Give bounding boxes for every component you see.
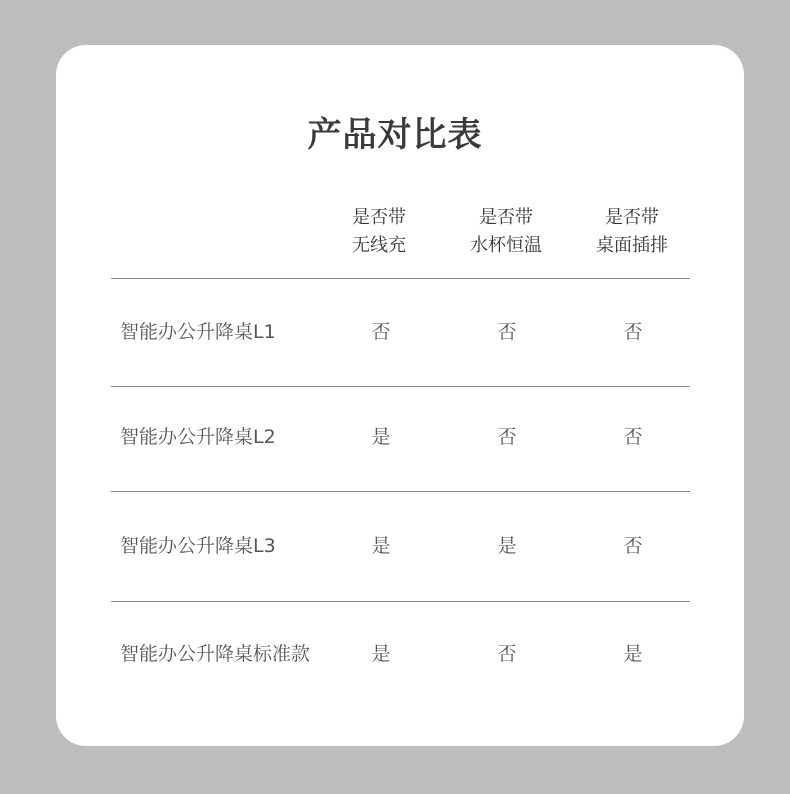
- cell-cup-warming: 否: [497, 321, 517, 343]
- product-name: 智能办公升降桌标准款: [120, 643, 311, 665]
- table-row: [0, 526, 790, 566]
- column-header-line2: 水杯恒温: [470, 235, 542, 256]
- table-divider: [111, 278, 690, 279]
- table-row: [0, 312, 790, 352]
- cell-wireless-charging: 否: [371, 321, 391, 343]
- cell-cup-warming: 否: [497, 426, 517, 448]
- cell-wireless-charging: 是: [371, 426, 391, 448]
- column-header-cup-warming: [436, 204, 576, 260]
- column-header-line2: 桌面插排: [596, 235, 668, 256]
- table-divider: [111, 601, 690, 602]
- column-header-wireless-charging: [309, 204, 449, 260]
- table-divider: [111, 386, 690, 387]
- cell-desk-socket: 否: [623, 426, 643, 448]
- cell-cup-warming: 是: [497, 535, 517, 557]
- column-header-desk-socket: [562, 204, 702, 260]
- cell-desk-socket: 是: [623, 643, 643, 665]
- cell-desk-socket: 否: [623, 321, 643, 343]
- cell-wireless-charging: 是: [371, 535, 391, 557]
- table-row: [0, 634, 790, 674]
- cell-wireless-charging: 是: [371, 643, 391, 665]
- product-name: 智能办公升降桌L2: [120, 426, 276, 448]
- product-name: 智能办公升降桌L3: [120, 535, 276, 557]
- table-row: [0, 417, 790, 457]
- column-header-line1: 是否带: [479, 207, 533, 228]
- product-name: 智能办公升降桌L1: [120, 321, 276, 343]
- cell-desk-socket: 否: [623, 535, 643, 557]
- column-header-line1: 是否带: [605, 207, 659, 228]
- cell-cup-warming: 否: [497, 643, 517, 665]
- column-header-line2: 无线充: [352, 235, 406, 256]
- table-divider: [111, 491, 690, 492]
- page-title: 产品对比表: [307, 115, 483, 155]
- column-header-line1: 是否带: [352, 207, 406, 228]
